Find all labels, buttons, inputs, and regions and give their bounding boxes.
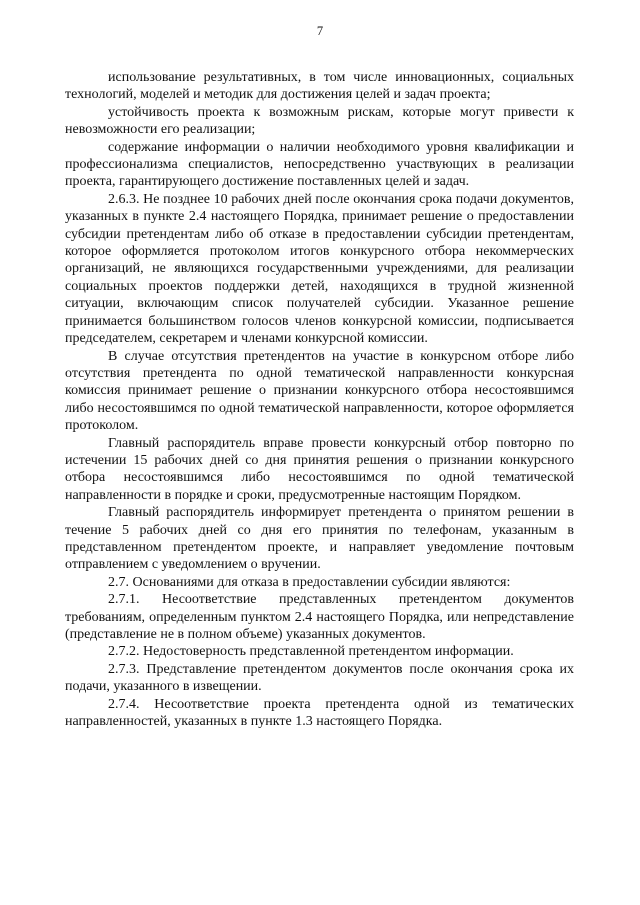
paragraph: содержание информации о наличии необходимого уровня квалификации и профессионализма специалистов, непосредственно участвующих в реализации проекта, гарантирующего достижение поставленных целей и задач. bbox=[65, 139, 574, 190]
body-text bbox=[65, 69, 574, 730]
paragraph: Главный распорядитель информирует претендента о принятом решении в течение 5 рабочих дней со дня его принятия по телефонам, указанным в представленном претендентом проекте, и направляет уведомление почтовым отправлением с уведомлением о вручении. bbox=[65, 505, 574, 573]
paragraph: Главный распорядитель вправе провести конкурсный отбор повторно по истечении 15 рабочих дней со дня принятия решения о признании конкурсного отбора несостоявшимся либо несостоявшимся по одной тематической направленности в порядке и сроки, предусмотренные настоящим Порядком. bbox=[65, 435, 574, 503]
paragraph: 2.7. Основаниями для отказа в предоставлении субсидии являются: bbox=[108, 574, 511, 590]
paragraph: 2.7.1. Несоответствие представленных претендентом документов требованиям, определенным пунктом 2.4 настоящего Порядка, или непредставление (представление не в полном объеме) указанных документов. bbox=[65, 592, 574, 642]
paragraph: 2.7.3. Представление претендентом документов после окончания срока их подачи, указанного в извещении. bbox=[65, 661, 574, 695]
paragraph: В случае отсутствия претендентов на участие в конкурсном отборе либо отсутствия претендента по одной тематической направленности конкурсная комиссия принимает решение о признании конкурсного отбора несостоявшимся либо несостоявшимся по одной тематической направленности, которое оформляется протоколом. bbox=[65, 348, 574, 434]
paragraph: использование результативных, в том числе инновационных, социальных технологий, моделей и методик для достижения целей и задач проекта; bbox=[65, 70, 574, 103]
page-number: 7 bbox=[316, 24, 324, 38]
paragraph: 2.7.4. Несоответствие проекта претендента одной из тематических направленностей, указанных в пункте 1.3 настоящего Порядка. bbox=[65, 696, 574, 730]
paragraph: устойчивость проекта к возможным рискам, которые могут привести к невозможности его реализации; bbox=[65, 104, 574, 138]
paragraph: 2.7.2. Недостоверность представленной претендентом информации. bbox=[108, 644, 514, 660]
paragraph: 2.6.3. Не позднее 10 рабочих дней после окончания срока подачи документов, указанных в пункте 2.4 настоящего Порядка, принимает решение о предоставлении субсидии претендентам либо об отказе в предоставлении субсидии претендентам, которое оформляется протоколом итогов конкурсного отбора некоммерческих организаций, не являющихся государственными учреждениями, для реализации социальных проектов поддержки детей, находящихся в трудной жизненной ситуации, включающим список получателей субсидии. Указанное решение принимается большинством голосов членов конкурсной комиссии, подписывается председателем, секретарем и членами конкурсной комиссии. bbox=[65, 191, 574, 347]
